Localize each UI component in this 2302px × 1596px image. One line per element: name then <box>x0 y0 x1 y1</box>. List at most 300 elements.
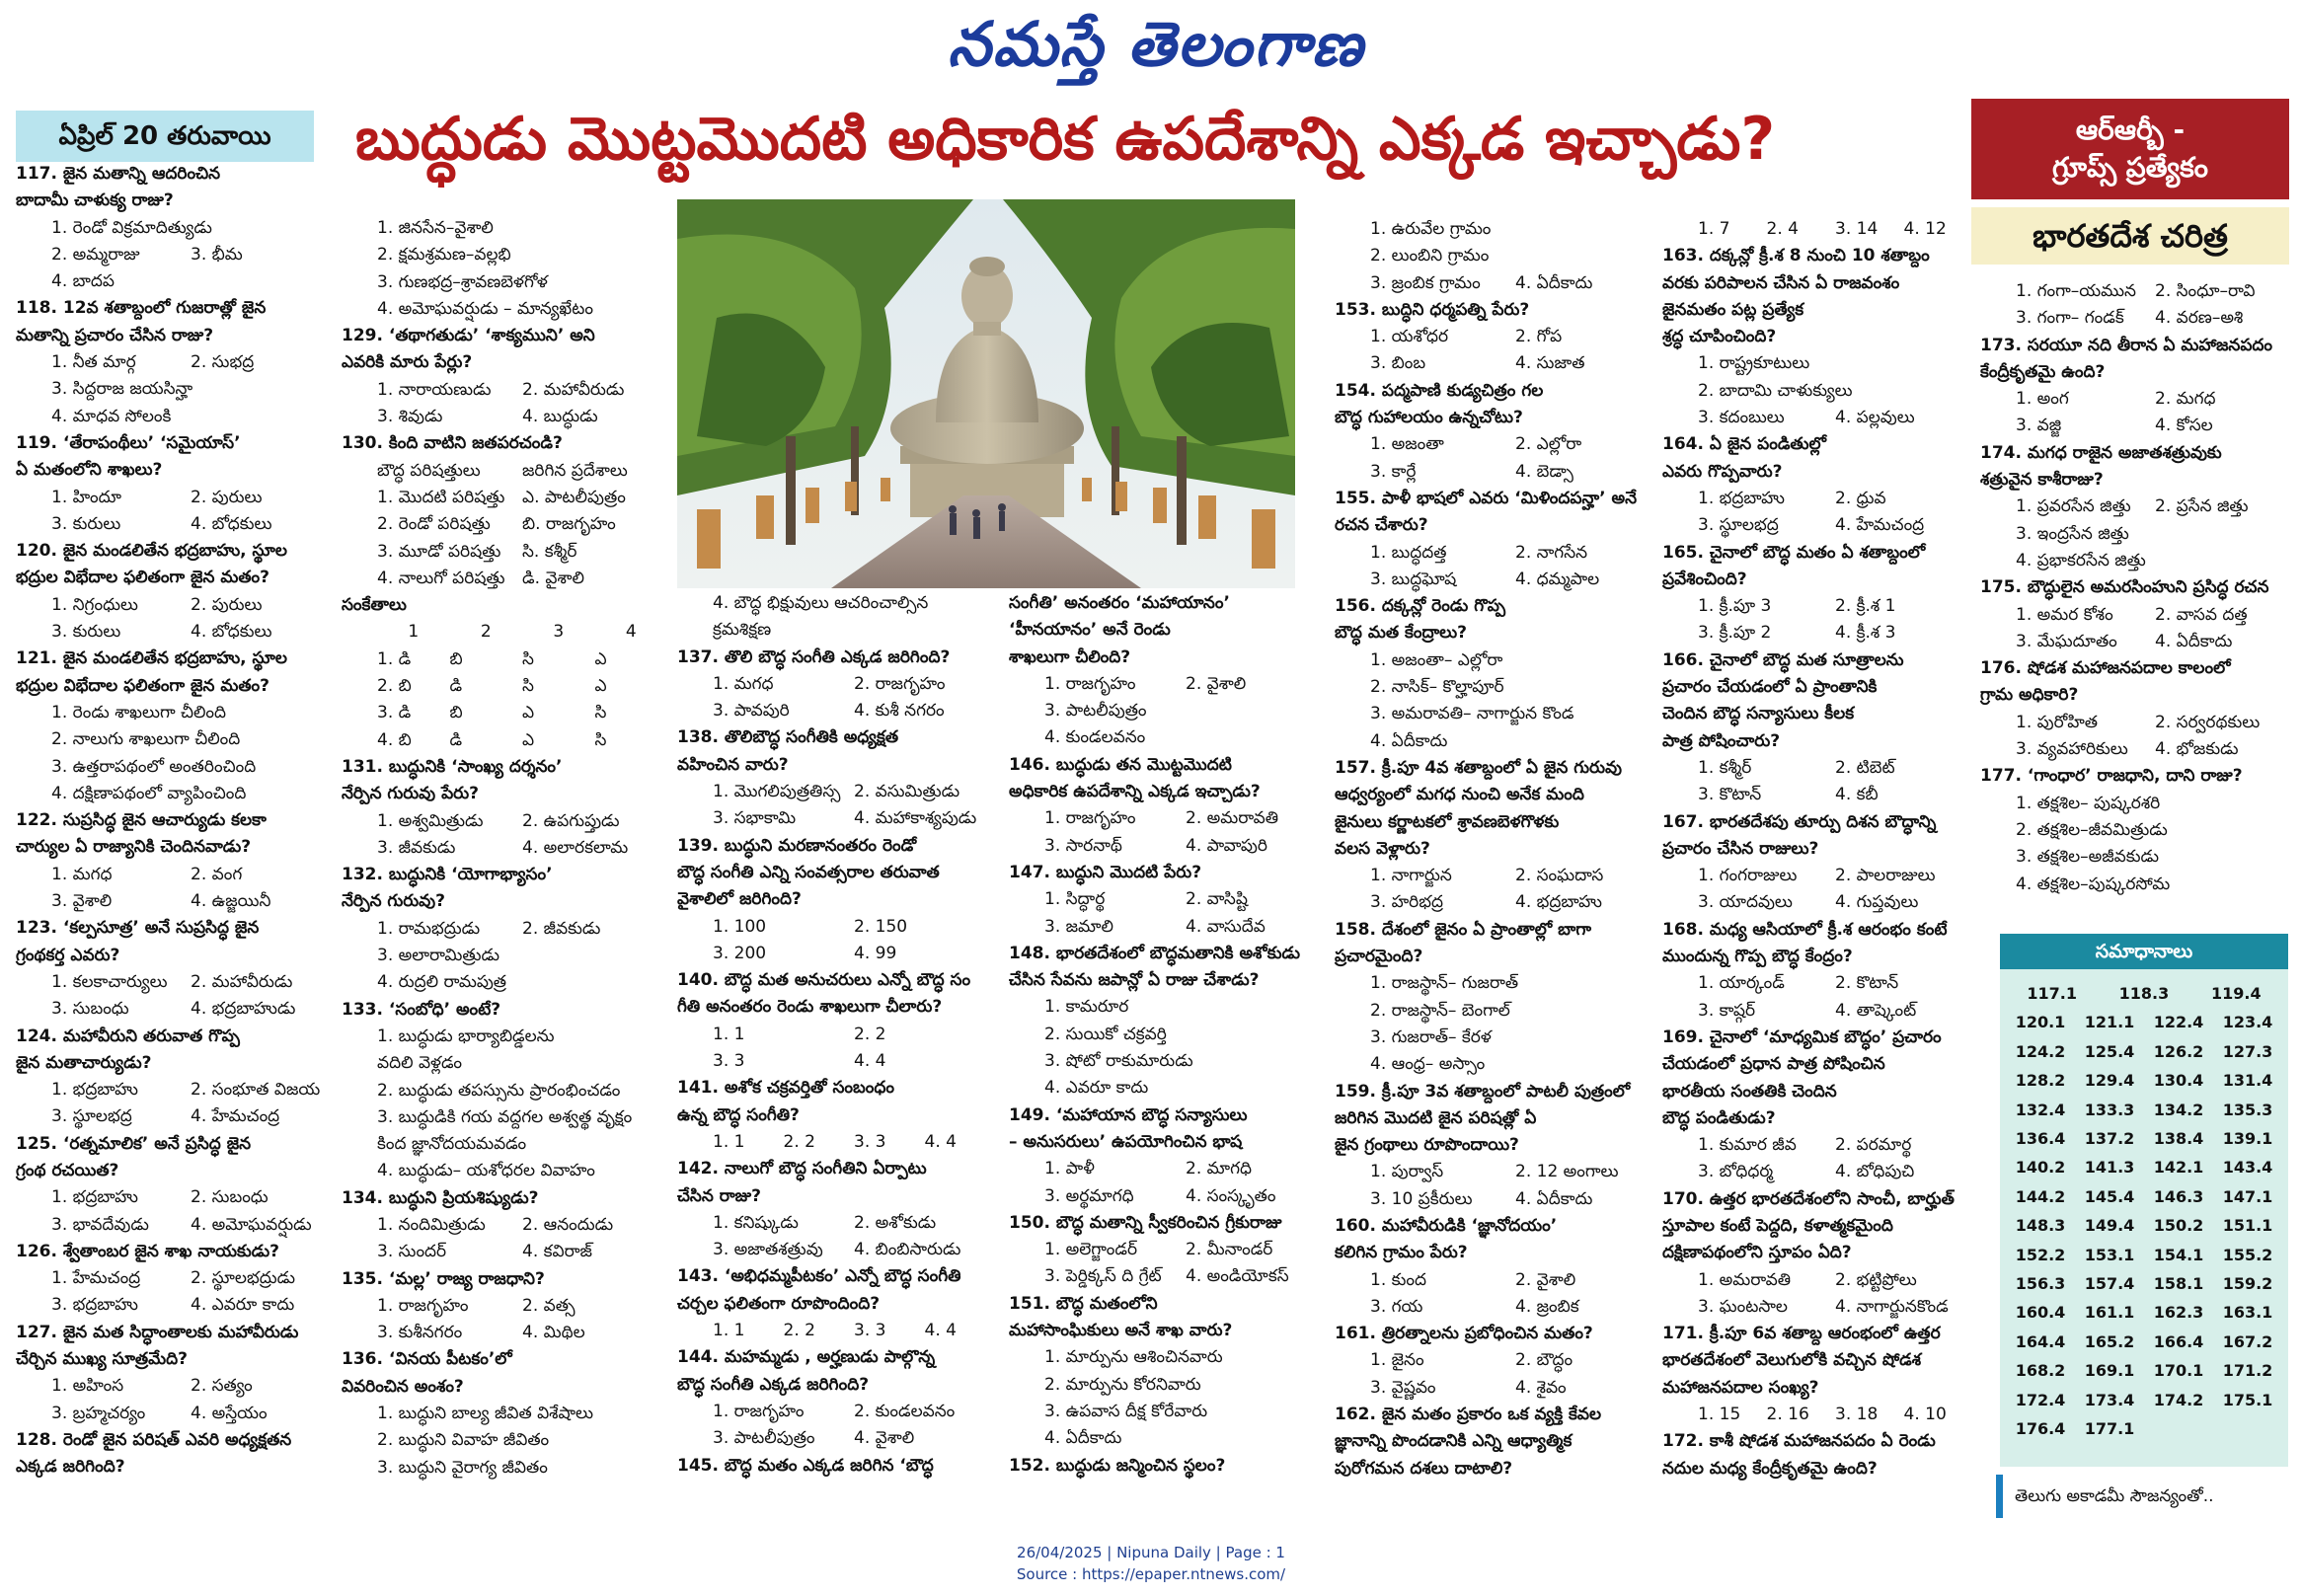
option-row <box>1335 1051 1660 1078</box>
question-text: స్తూపాల కంటే పెద్దది, కళాత్మకమైంది <box>1662 1215 1893 1236</box>
questions-column-1 <box>16 161 330 1482</box>
option-text: 4. నాగార్జునకొండ <box>1835 1296 1949 1317</box>
option-row <box>677 914 995 941</box>
option-row <box>1335 647 1660 674</box>
option-row <box>16 781 330 807</box>
option-text: 2. బి <box>377 676 412 697</box>
option-text: 4. బాదప <box>51 271 115 292</box>
option-text: 2. వాసవ దత్త <box>2155 604 2248 625</box>
answer-item: 146.3 <box>2153 1186 2204 1206</box>
option-row <box>1009 886 1327 913</box>
question-text: శత్రువైన కాశీరాజు? <box>1980 470 2104 491</box>
option-text: 4. అస్తేయం <box>191 1403 268 1423</box>
answer-item: 142.1 <box>2153 1158 2204 1178</box>
answer-item: 148.3 <box>2015 1216 2066 1236</box>
option-text: 2. మీనాండర్ <box>1186 1240 1273 1260</box>
answers-row <box>2006 1182 2282 1211</box>
option-row <box>342 215 667 242</box>
question-text: 146. బుద్ధుడు తన మొట్టమొదటి <box>1009 754 1232 775</box>
option-text: 3. జ్రంబిక గ్రామం <box>1370 272 1481 293</box>
option-text: 1. మొగలిపుత్రతిస్స <box>713 782 841 802</box>
answer-item: 124.2 <box>2015 1041 2066 1061</box>
option-row <box>16 242 330 268</box>
question-text: 144. మహమ్మడు , అర్హణుడు పాల్గొన్న <box>677 1347 936 1368</box>
option-text: 1. రాజగృహం <box>377 1295 469 1316</box>
option-row <box>1335 1375 1660 1402</box>
question-text: ప్రచారం చేసిన రాజులు? <box>1662 838 1819 859</box>
option-text: 2. గోప <box>1515 327 1563 347</box>
question-text: బౌద్ధ గుహాలయం ఉన్నచోటు? <box>1335 408 1523 428</box>
option-text: 1. కామరూర <box>1044 997 1129 1018</box>
option-text: 3. క్రీ.పూ 2 <box>1698 623 1772 644</box>
option-text: 2. మహావీరుడు <box>522 379 625 400</box>
option-row <box>1009 1156 1327 1182</box>
option-row <box>1662 620 1972 646</box>
rrb-label-line1: ఆర్ఆర్బీ - <box>2075 114 2186 146</box>
option-row <box>1662 486 1972 512</box>
option-text: ఎ <box>522 703 535 723</box>
option-row <box>1335 1267 1660 1294</box>
answer-item: 155.2 <box>2222 1245 2273 1264</box>
option-text: 4. అమోఘవర్షుడు – మాన్యఖేటం <box>377 298 593 319</box>
option-text: 3. ఉత్తరాపథంలో అంతరించింది <box>51 756 257 777</box>
option-text: 4. భద్రబాహుడు <box>191 999 296 1020</box>
option-text: 3. కురులు <box>51 513 121 534</box>
option-text: 3. 10 ప్రకీరులు <box>1370 1188 1473 1209</box>
option-text: 2. బౌద్ధం <box>1515 1350 1573 1371</box>
question-text: భారతదేశంలో వెలుగులోకి వచ్చిన షోడశ <box>1662 1350 1922 1371</box>
question-text: ప్రవేశించింది? <box>1662 569 1747 589</box>
question-text: 118. 12వ శతాబ్దంలో గుజరాత్లో జైన <box>16 298 267 319</box>
option-text: 1. రాజగృహం <box>1044 673 1136 694</box>
answer-item: 127.3 <box>2222 1041 2273 1061</box>
option-row <box>1009 833 1327 860</box>
option-text: 4. ఎవరూ కాదు <box>191 1295 295 1316</box>
option-text: 4. ఏదీకాదు <box>1515 272 1593 293</box>
answers-row <box>2006 1008 2282 1036</box>
answer-item: 158.1 <box>2153 1274 2204 1294</box>
option-text: 4. బోధిపుచి <box>1835 1162 1915 1182</box>
option-text: 4. ఆంధ్ర– అస్సాం <box>1370 1054 1486 1075</box>
option-row <box>1009 805 1327 832</box>
option-row <box>1980 413 2294 439</box>
option-text: 3. 3 <box>713 1051 745 1072</box>
answer-item: 125.4 <box>2084 1041 2135 1061</box>
option-row <box>342 1212 667 1239</box>
answer-item: 149.4 <box>2084 1216 2135 1236</box>
option-text: 3. సుందర్ <box>377 1242 447 1262</box>
option-text: 2. కుండలవనం <box>854 1401 956 1421</box>
question-text: 133. ‘సంబోధి’ అంటే? <box>342 999 501 1020</box>
answer-item: 154.1 <box>2153 1245 2204 1264</box>
question-text: ఉన్న బౌద్ధ సంగీతి? <box>677 1104 800 1125</box>
option-text: 2. ప్రసేన జిత్తు <box>2155 496 2249 517</box>
option-text: 3. భద్రబాహు <box>51 1295 138 1316</box>
option-text: 4. ఏదీకాదు <box>2155 631 2233 651</box>
option-row <box>342 1293 667 1320</box>
answers-row <box>2006 979 2282 1008</box>
option-text: 2. కొటాన్ <box>1835 973 1899 994</box>
option-row <box>677 671 995 698</box>
option-text: 4. బింబిసారుడు <box>854 1240 961 1260</box>
option-text: 3. డి <box>377 703 412 723</box>
option-text: 1. రెండు శాఖలుగా చీలింది <box>51 702 226 722</box>
question-text: చెందిన బౌద్ధ సన్యాసులు కీలక <box>1662 704 1855 724</box>
questions-column-2 <box>342 215 667 1482</box>
option-text: 3. యాదవులు <box>1698 892 1793 913</box>
question-text: శాఖలుగా చీలింది? <box>1009 646 1131 667</box>
question-text: మహాసాంఘికులు అనే శాఖ వారు? <box>1009 1321 1233 1341</box>
questions-column-3 <box>677 590 995 1480</box>
option-row <box>1335 1186 1660 1213</box>
option-row <box>1335 889 1660 916</box>
option-text: 1. పుర్వాస్ <box>1370 1162 1444 1182</box>
answer-item: 130.4 <box>2153 1071 2204 1091</box>
option-text: సి <box>594 729 607 750</box>
option-row <box>16 1292 330 1319</box>
option-text: 4. కబీ <box>1835 785 1879 805</box>
option-text: 2. నాసిక్– కొల్హాపూర్ <box>1370 677 1504 698</box>
option-text: 1. యార్కండ్ <box>1698 973 1785 994</box>
answer-item: 176.4 <box>2015 1419 2066 1439</box>
option-text: 2. 12 అంగాలు <box>1515 1162 1619 1182</box>
option-row <box>342 404 667 430</box>
question-text: 121. జైన మండలితేన భద్రబాహు, స్థూల <box>16 648 287 669</box>
match-header-row <box>342 619 667 646</box>
option-text: 3. జమాలి <box>1044 916 1113 937</box>
masthead-logo: నమస్తే తెలంగాణ <box>948 8 1365 80</box>
option-text: 4. బెడ్సా <box>1515 461 1573 482</box>
option-text: 4. 4 <box>854 1051 886 1072</box>
option-row <box>342 1455 667 1482</box>
option-text: 2. ధ్రువ <box>1835 488 1886 508</box>
option-row <box>1980 521 2294 548</box>
option-text: 3. సభాకామి <box>713 808 797 829</box>
option-text: 1. రాష్ట్రకూటులు <box>1698 353 1810 374</box>
option-text: 1. పురోహిత <box>2016 712 2099 732</box>
option-text: 1. గంగరాజులు <box>1698 866 1798 886</box>
question-text: ముందున్న గొప్ప బౌద్ధ కేంద్రం? <box>1662 947 1853 967</box>
option-row <box>1980 817 2294 844</box>
question-text: చేసిన రాజు? <box>677 1185 761 1206</box>
question-text: జ్ఞానాన్ని పొందడానికి ఎన్ని ఆధ్యాత్మిక <box>1335 1431 1573 1452</box>
question-text: 125. ‘రత్నమాలిక’ అనే ప్రసిద్ధ జైన <box>16 1133 252 1154</box>
option-text: 1. బుద్ధుని బాల్య జీవిత విశేషాలు <box>377 1404 593 1424</box>
answer-item: 122.4 <box>2153 1013 2204 1032</box>
option-row <box>342 539 667 566</box>
option-text: 2. భట్టిప్రోలు <box>1835 1269 1917 1290</box>
question-text: నేర్పిన గురువు? <box>342 891 446 912</box>
option-text: 1. సిద్ధార్థ <box>1044 889 1106 910</box>
option-text: 1. నీత మార్గ <box>51 352 136 373</box>
option-row <box>342 1401 667 1427</box>
rrb-groups-banner <box>1971 99 2289 199</box>
option-text: 4. అలారకలామ <box>522 837 629 858</box>
question-text: 169. చైనాలో ‘మాధ్యమిక బౌద్ధం’ ప్రచారం <box>1662 1026 1942 1047</box>
option-text: 4. బోధకులు <box>191 513 272 534</box>
option-text: 4. వైశాలి <box>854 1428 915 1449</box>
option-text: 4. బి <box>377 729 412 750</box>
questions-column-6 <box>1662 216 1972 1482</box>
option-row <box>16 1212 330 1239</box>
option-text: సి <box>594 703 607 723</box>
option-row <box>1980 602 2294 629</box>
option-row <box>1662 863 1972 889</box>
option-text: జరిగిన ప్రదేశాలు <box>522 460 628 481</box>
question-text: జైన మతాచార్యుడు? <box>16 1052 152 1073</box>
option-row <box>677 779 995 805</box>
option-text: 3. ఘంటసాల <box>1698 1296 1788 1317</box>
option-row <box>1980 305 2294 332</box>
option-row <box>342 1320 667 1346</box>
option-text: 2. రాజగృహం <box>854 673 946 694</box>
option-row <box>1662 889 1972 916</box>
question-text: 175. బౌద్ధులైన అమరసింహుని ప్రసిద్ధ రచన <box>1980 577 2269 598</box>
answer-item: 123.4 <box>2222 1013 2273 1032</box>
option-text: 3. సుబంధు <box>51 999 129 1020</box>
option-text: 1. అజంతా <box>1370 434 1444 455</box>
option-row <box>1980 278 2294 305</box>
option-row <box>1009 1344 1327 1371</box>
answer-item: 172.4 <box>2015 1390 2066 1409</box>
option-text: 3. మూడో పరిషత్తు <box>377 541 501 562</box>
option-row <box>1980 548 2294 574</box>
question-text: 129. ‘తథాగతుడు’ ‘శాక్యముని’ అని <box>342 326 595 346</box>
option-row <box>342 1131 667 1158</box>
question-text: 160. మహావీరుడికి ‘జ్ఞానోదయం’ <box>1335 1215 1558 1236</box>
question-text: బాదామీ చాళుక్య రాజు? <box>16 190 174 211</box>
answer-item: 171.2 <box>2222 1361 2273 1381</box>
option-text: 3. వైశాలి <box>51 891 113 912</box>
option-text: 1. హిందూ <box>51 487 121 507</box>
answer-item: 174.2 <box>2153 1390 2204 1409</box>
option-text: 3. జీవకుడు <box>377 837 456 858</box>
option-text: 1. అమరావతి <box>1698 1269 1791 1290</box>
answer-item: 120.1 <box>2015 1013 2066 1032</box>
option-text: 2. బాదామి చాళుక్యులు <box>1698 380 1853 401</box>
option-text: 3. సిద్దరాజ జయసిన్హా <box>51 379 193 400</box>
option-row <box>342 485 667 511</box>
option-text: 4. 99 <box>854 943 897 963</box>
question-text: జైనమతం పట్ల ప్రత్యేక <box>1662 299 1804 320</box>
option-text: 3. గయ <box>1370 1296 1423 1317</box>
option-row <box>677 805 995 832</box>
option-text: డి <box>449 676 463 697</box>
option-text: 1. యశోధర <box>1370 327 1449 347</box>
option-row <box>342 1239 667 1265</box>
option-text: 2. వత్స <box>522 1295 576 1316</box>
option-text: 1. అమర కోశం <box>2016 604 2113 625</box>
option-text: 2 <box>480 622 492 643</box>
question-text: వరకు పరిపాలన చేసిన ఏ రాజవంశం <box>1662 272 1900 293</box>
option-text: 4. 10 <box>1903 1405 1947 1425</box>
option-text: 3. మేఘదూతం <box>2016 631 2117 651</box>
question-text: 141. అశోక చక్రవర్తితో సంబంధం <box>677 1078 894 1099</box>
question-text: చేర్చిన ముఖ్య సూత్రమేది? <box>16 1349 189 1370</box>
option-text: 2. వైశాలి <box>1515 1269 1576 1290</box>
option-text: 2. సుయికో చక్రవర్తి <box>1044 1024 1167 1044</box>
option-row <box>16 404 330 430</box>
option-text: 4. పల్లవులు <box>1835 408 1915 428</box>
question-text: 166. చైనాలో బౌద్ధ మత సూత్రాలను <box>1662 649 1904 670</box>
option-row <box>342 943 667 969</box>
option-text: 4. ప్రభాకరసేన జిత్తు <box>2016 550 2146 570</box>
option-row <box>1980 872 2294 898</box>
answer-item: 159.2 <box>2222 1274 2273 1294</box>
option-text: 2. ఉపగుప్తుడు <box>522 810 620 831</box>
answers-row <box>2006 1066 2282 1095</box>
question-text: 140. బౌద్ధ మత అనుచరులు ఎన్నో బౌద్ధ సం <box>677 970 971 991</box>
question-text: 143. ‘అభిధమ్మపీటకం’ ఎన్నో బౌద్ధ సంగీతి <box>677 1266 961 1287</box>
option-text: 3. 14 <box>1835 219 1879 239</box>
option-text: 3. శివుడు <box>377 407 443 427</box>
option-row <box>1335 1159 1660 1185</box>
question-text: మతాన్ని ప్రచారం చేసిన రాజు? <box>16 325 214 345</box>
question-text: చేసిన సేవను జపాన్లో ఏ రాజు చేశాడు? <box>1009 970 1260 991</box>
option-row <box>1662 755 1972 782</box>
question-text: 148. భారతదేశంలో బౌద్ధమతానికి అశోకుడు <box>1009 943 1300 963</box>
option-row <box>16 996 330 1023</box>
option-text: 4. క్రీ.శ 3 <box>1835 623 1896 644</box>
option-text: 2. అమ్మరాజు <box>51 244 140 265</box>
question-text: ఎవరికి మారు పేర్లు? <box>342 352 473 373</box>
question-text: 136. ‘వినయ పీటకం’లో <box>342 1349 512 1370</box>
question-text: 167. భారతదేశపు తూర్పు దిశన బౌద్ధాన్ని <box>1662 811 1937 832</box>
answers-row <box>2006 1269 2282 1298</box>
answer-item: 157.4 <box>2084 1274 2135 1294</box>
option-text: ఎ. పాటలీపుత్రం <box>522 487 626 507</box>
option-text: 4. శైవం <box>1515 1377 1567 1398</box>
option-text: 1. రాజగృహం <box>713 1401 805 1421</box>
questions-column-5 <box>1335 216 1660 1482</box>
answer-item: 153.1 <box>2084 1245 2135 1264</box>
option-row <box>16 700 330 726</box>
question-text: 173. సరయూ నది తీరాన ఏ మహాజనపదం <box>1980 335 2273 355</box>
answer-item: 119.4 <box>2210 984 2262 1003</box>
option-row <box>1009 1237 1327 1263</box>
option-text: 4. కోసల <box>2155 416 2213 436</box>
option-row <box>342 673 667 700</box>
option-row <box>16 511 330 538</box>
question-text: బౌద్ధ పండితుడు? <box>1662 1107 1776 1128</box>
answer-item: 144.2 <box>2015 1186 2066 1206</box>
answer-item: 168.2 <box>2015 1361 2066 1381</box>
page-headline: బుద్ధుడు మొట్టమొదటి అధికారిక ఉపదేశాన్ని ఎక్కడ ఇచ్చాడు? <box>355 105 1776 174</box>
subject-label: భారతదేశ చరిత్ర <box>1971 207 2289 265</box>
question-text: వివరించిన అంశం? <box>342 1376 464 1397</box>
option-row <box>1009 1399 1327 1425</box>
question-text: పాత్ర పోషించారు? <box>1662 730 1781 751</box>
question-text: 132. బుద్ధునికి ‘యోగాభ్యాసం’ <box>342 865 553 885</box>
option-text: 3. బ్రహ్మచర్యం <box>51 1403 146 1423</box>
option-text: 3. వైష్ణవం <box>1370 1377 1436 1398</box>
option-row <box>1335 216 1660 243</box>
answers-row <box>2006 1241 2282 1269</box>
question-text: 135. ‘మల్ల’ రాజ్య రాజధాని? <box>342 1268 545 1289</box>
question-text: ‘హీనయానం’ అనే రెండు <box>1009 620 1171 641</box>
answers-row <box>2006 1124 2282 1153</box>
option-text: 4. నాలుగో పరిషత్తు <box>377 568 505 588</box>
question-text: 161. త్రిరత్నాలను ప్రబోధించిన మతం? <box>1335 1324 1593 1344</box>
option-text: 2. పురులు <box>191 487 263 507</box>
question-text: నేర్పిన గురువు పేరు? <box>342 784 479 804</box>
option-row <box>16 215 330 242</box>
question-text: 119. ‘తేరాపంథీలు’ ‘సమైయాస్’ <box>16 432 241 453</box>
option-text: 3. బుద్ధుడికి గయ వద్దగల అశ్వత్థ వృక్షం <box>377 1106 633 1127</box>
question-text: 127. జైన మత సిద్ధాంతాలకు మహావీరుడు <box>16 1322 299 1342</box>
question-text: 145. బౌద్ధ మతం ఎక్కడ జరిగిన ‘బౌద్ధ <box>677 1455 934 1476</box>
option-text: 1. అహింస <box>51 1376 124 1397</box>
option-text: 1. 1 <box>713 1131 745 1152</box>
option-text: 1. రాజగృహం <box>1044 808 1136 829</box>
option-text: 3. భావదేవుడు <box>51 1214 149 1235</box>
option-text: డి. వైశాలి <box>522 568 584 588</box>
option-row <box>677 698 995 724</box>
option-text: 3. కాష్గర్ <box>1698 1000 1756 1021</box>
option-row <box>342 1427 667 1454</box>
answer-item: 151.1 <box>2222 1216 2273 1236</box>
option-text: 3. సారనాథ్ <box>1044 835 1122 856</box>
option-text: 4. మిథిల <box>522 1323 585 1343</box>
option-text: 4. మాధవ సోలంకి <box>51 406 172 426</box>
answer-item: 166.4 <box>2153 1331 2204 1351</box>
option-text: 1. ప్రవరసేన జిత్తు <box>2016 496 2131 517</box>
option-row <box>16 349 330 376</box>
option-text: 3. పావపురి <box>713 701 790 722</box>
answer-item: 156.3 <box>2015 1274 2066 1294</box>
answers-row <box>2006 1096 2282 1124</box>
question-text: 137. తొలి బౌద్ధ సంగీతి ఎక్కడ జరిగింది? <box>677 646 951 667</box>
option-row <box>1009 671 1327 698</box>
option-text: 1. గంగా–యమున <box>2016 281 2136 301</box>
option-text: 2. రాజస్థాన్– బెంగాల్ <box>1370 1000 1510 1021</box>
question-text: భారతీయ సంతతికి చెందిన <box>1662 1081 1837 1102</box>
option-text: 4. తాష్కెంట్ <box>1835 1000 1917 1021</box>
option-text: 3. వజ్జి <box>2016 416 2062 436</box>
option-text: 4. జ్రంబిక <box>1515 1296 1579 1317</box>
option-text: 1. కశ్మీర్ <box>1698 757 1752 778</box>
option-text: 1. అశ్వమిత్రుడు <box>377 810 484 831</box>
option-row <box>1335 1347 1660 1374</box>
option-text: 2. స్థూలభద్రుడు <box>191 1268 296 1289</box>
option-text: 3. బుద్ధుని వైరాగ్య జీవితం <box>377 1457 548 1478</box>
option-text: బి <box>449 703 463 723</box>
footer-source-line: Source : https://epaper.ntnews.com/ <box>1016 1565 1286 1583</box>
option-row <box>1335 459 1660 486</box>
option-text: 3. 3 <box>854 1131 886 1152</box>
option-text: 4. వరణ–అశి <box>2155 308 2244 329</box>
option-text: 4. 12 <box>1903 219 1947 239</box>
option-row <box>1335 324 1660 350</box>
option-row <box>677 1210 995 1237</box>
option-text: 3. కార్లే <box>1370 461 1417 482</box>
option-text: బౌద్ధ పరిషత్తులు <box>377 460 481 481</box>
answer-item: 128.2 <box>2015 1071 2066 1091</box>
option-text: 1. కుంద <box>1370 1269 1427 1290</box>
option-text: 2. పాలరాజులు <box>1835 866 1936 886</box>
option-row <box>1662 1159 1972 1185</box>
question-text: 138. తొలిబౌద్ధ సంగీతికి అధ్యక్షత <box>677 727 899 748</box>
question-text: వహించిన వారు? <box>677 754 789 775</box>
option-text: 3. ఇంద్రసేన జిత్తు <box>2016 523 2129 544</box>
option-text: 1. పాళీ <box>1044 1159 1095 1179</box>
answers-row <box>2006 1153 2282 1181</box>
option-text: 3. బోధిధర్మ <box>1698 1162 1774 1182</box>
option-text: 4. కుశీ నగరం <box>854 701 945 722</box>
option-text: 4. హేమచంద్ర <box>191 1106 280 1127</box>
question-text: 163. దక్కన్లో క్రీ.శ 8 నుంచి 10 శతాబ్దం <box>1662 246 1930 266</box>
option-text: 1. మగధ <box>51 864 113 884</box>
